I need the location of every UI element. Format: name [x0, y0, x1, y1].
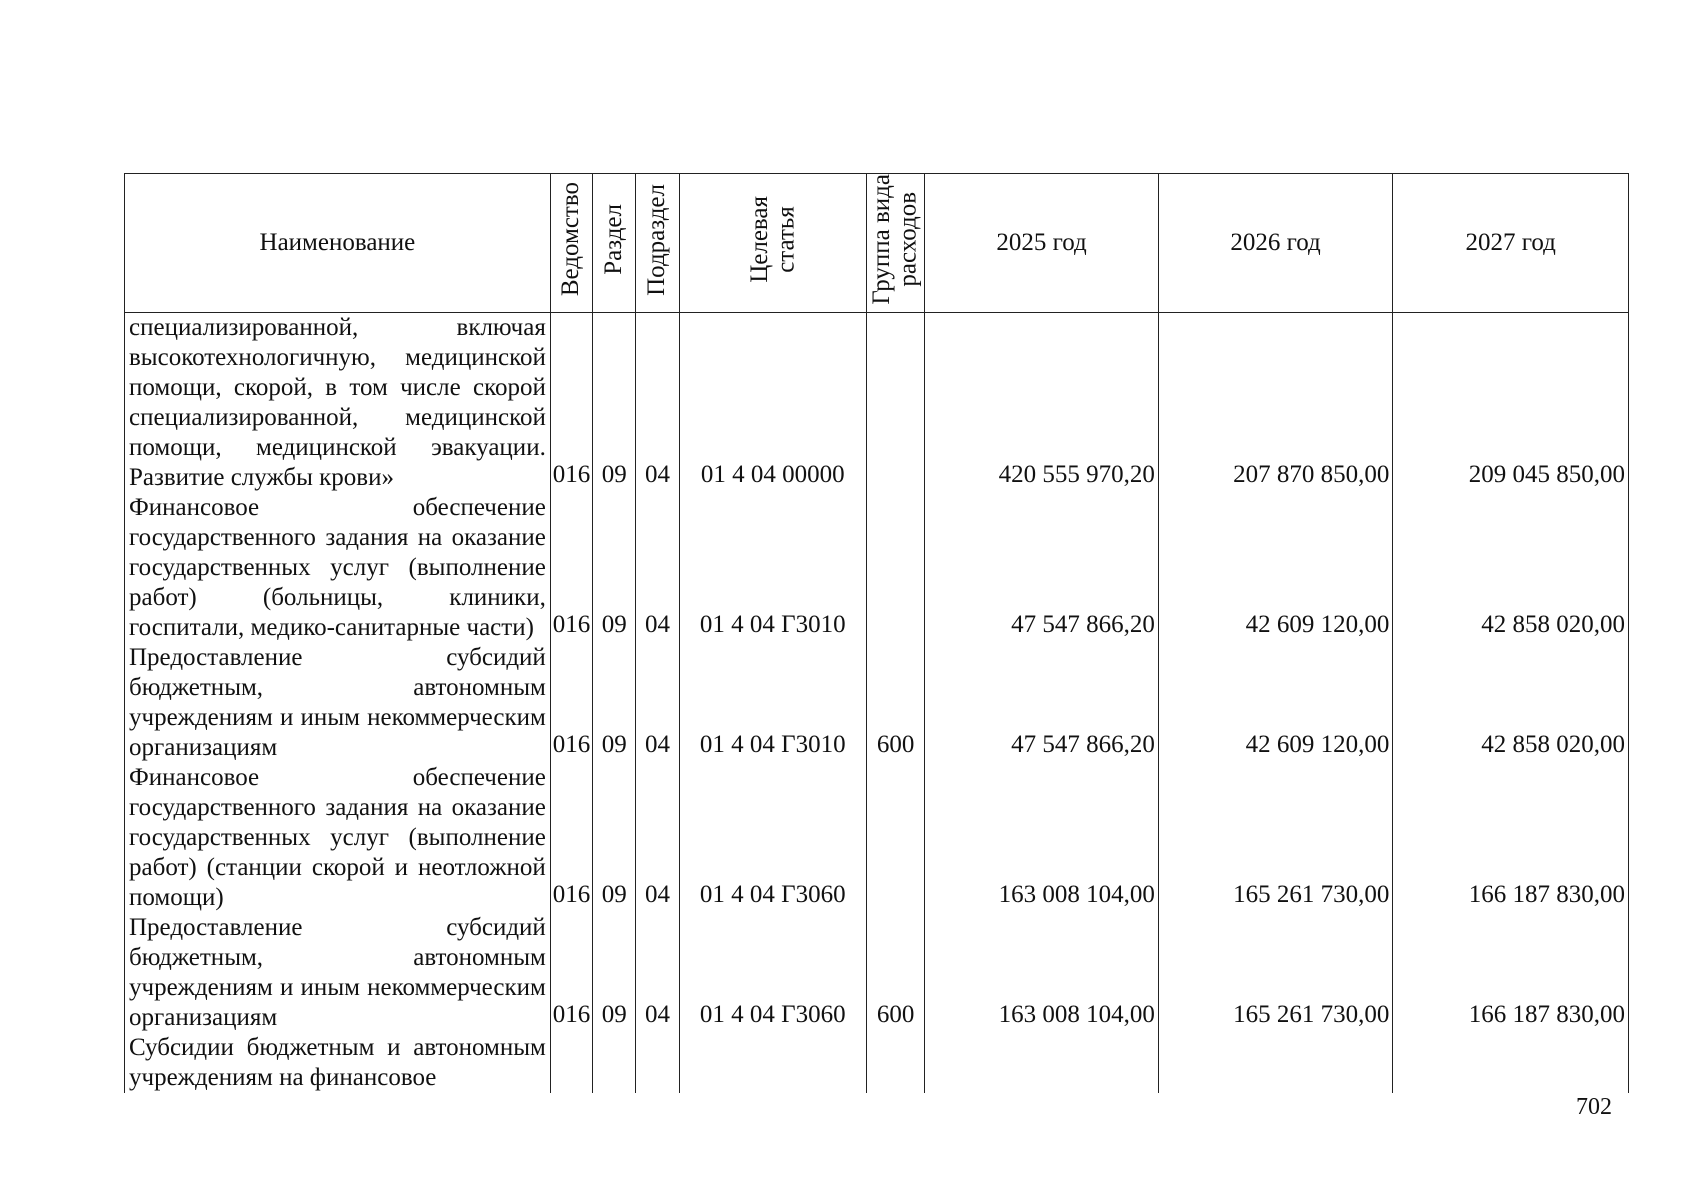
- row-2026: [1158, 913, 1393, 1033]
- row-section: [593, 313, 636, 494]
- row-2025-value: 163 008 104,00: [998, 881, 1155, 908]
- table-body: [125, 313, 1629, 1094]
- row-2026: [1158, 1033, 1393, 1093]
- header-2025-label: 2025 год: [996, 229, 1087, 256]
- row-name: Предоставление субсидий бюджетным, автономным учреждениям и иным некоммерческим организациям: [125, 643, 551, 763]
- row-2027-value: 42 858 020,00: [1481, 611, 1625, 638]
- row-2027-value: 166 187 830,00: [1468, 1001, 1625, 1028]
- row-target-value: 01 4 04 00000: [700, 461, 845, 488]
- row-expense: [866, 763, 924, 913]
- row-expense-value: 600: [876, 731, 915, 758]
- row-target: [679, 913, 866, 1033]
- row-2027: [1393, 913, 1629, 1033]
- row-subsection: [636, 1033, 679, 1093]
- row-2025: [925, 1033, 1159, 1093]
- table-row: [125, 493, 1629, 643]
- row-section: [593, 1033, 636, 1093]
- row-target-value: 01 4 04 Г3060: [699, 881, 846, 908]
- row-2027-value: 209 045 850,00: [1468, 461, 1625, 488]
- header-target: [679, 174, 866, 313]
- row-section-value: 09: [601, 461, 627, 488]
- table-row: [125, 643, 1629, 763]
- table-row: [125, 313, 1629, 494]
- row-expense: [866, 643, 924, 763]
- row-target: [679, 493, 866, 643]
- row-department-value: 016: [552, 611, 591, 638]
- header-section-label: Раздел: [600, 204, 628, 275]
- row-department: [550, 643, 592, 763]
- table-row: [125, 1033, 1629, 1093]
- row-section-value: 09: [601, 611, 627, 638]
- row-section: [593, 913, 636, 1033]
- row-2025: [925, 493, 1159, 643]
- row-name: Финансовое обеспечение государственного задания на оказание государственных услуг (выполнение работ) (больницы, клиники, госпитали, медико-санитарные части): [125, 493, 551, 643]
- header-name-label: Наименование: [259, 229, 416, 256]
- row-subsection: [636, 913, 679, 1033]
- row-2027-value: 166 187 830,00: [1468, 881, 1625, 908]
- row-2026: [1158, 493, 1393, 643]
- header-2026-label: 2026 год: [1230, 229, 1321, 256]
- row-2025-value: 420 555 970,20: [998, 461, 1155, 488]
- row-section-value: 09: [601, 1001, 627, 1028]
- header-expense-label: [869, 174, 922, 305]
- row-2026-value: 42 609 120,00: [1245, 611, 1390, 638]
- row-2027-value: 42 858 020,00: [1481, 731, 1625, 758]
- row-target-value: 01 4 04 Г3010: [699, 611, 846, 638]
- header-section: [593, 174, 636, 313]
- row-2025-value: 47 547 866,20: [1011, 611, 1155, 638]
- row-expense: [866, 313, 924, 494]
- header-target-line2: статья: [771, 206, 799, 273]
- row-2025: [925, 913, 1159, 1033]
- header-department-label: Ведомство: [557, 182, 585, 297]
- row-subsection-value: 04: [645, 881, 671, 908]
- table-row: [125, 763, 1629, 913]
- row-2026: [1158, 763, 1393, 913]
- row-subsection: [636, 763, 679, 913]
- row-department-value: 016: [552, 731, 591, 758]
- row-department: [550, 313, 592, 494]
- header-department: [550, 174, 592, 313]
- row-subsection: [636, 313, 679, 494]
- header-2026: [1158, 174, 1393, 313]
- row-subsection-value: 04: [645, 461, 671, 488]
- row-department: [550, 493, 592, 643]
- row-2025: [925, 763, 1159, 913]
- row-section: [593, 643, 636, 763]
- header-2027: [1393, 174, 1629, 313]
- row-2025: [925, 643, 1159, 763]
- row-subsection-value: 04: [645, 611, 671, 638]
- row-2026-value: 42 609 120,00: [1245, 731, 1390, 758]
- row-target-value: 01 4 04 Г3010: [699, 731, 846, 758]
- row-department-value: 016: [552, 881, 591, 908]
- row-subsection-value: 04: [645, 731, 671, 758]
- row-subsection-value: 04: [645, 1001, 671, 1028]
- row-name: Субсидии бюджетным и автономным учреждениям на финансовое: [125, 1033, 551, 1093]
- row-target: [679, 313, 866, 494]
- row-expense: [866, 1033, 924, 1093]
- row-department-value: 016: [552, 1001, 591, 1028]
- row-subsection: [636, 493, 679, 643]
- header-name: [125, 174, 551, 313]
- header-expense: [866, 174, 924, 313]
- row-target-value: 01 4 04 Г3060: [699, 1001, 846, 1028]
- row-2025-value: 163 008 104,00: [998, 1001, 1155, 1028]
- row-department: [550, 763, 592, 913]
- row-2026: [1158, 313, 1393, 494]
- header-row: [125, 174, 1629, 313]
- row-section-value: 09: [601, 731, 627, 758]
- header-expense-line1: Группа вида: [868, 174, 896, 305]
- header-2027-label: 2027 год: [1465, 229, 1556, 256]
- row-name: Финансовое обеспечение государственного задания на оказание государственных услуг (выполнение работ) (станции скорой и неотложной помощи): [125, 763, 551, 913]
- row-target: [679, 1033, 866, 1093]
- row-2026-value: 165 261 730,00: [1233, 1001, 1390, 1028]
- row-target: [679, 763, 866, 913]
- row-section: [593, 763, 636, 913]
- row-expense: [866, 913, 924, 1033]
- row-name: Предоставление субсидий бюджетным, автономным учреждениям и иным некоммерческим организациям: [125, 913, 551, 1033]
- row-target: [679, 643, 866, 763]
- header-2025: [925, 174, 1159, 313]
- row-2025: [925, 313, 1159, 494]
- row-2027: [1393, 643, 1629, 763]
- header-target-line1: Целевая: [745, 196, 773, 283]
- row-department: [550, 913, 592, 1033]
- row-2027: [1393, 493, 1629, 643]
- header-subsection-label: Подраздел: [643, 183, 671, 296]
- row-subsection: [636, 643, 679, 763]
- row-2025-value: 47 547 866,20: [1011, 731, 1155, 758]
- row-expense: [866, 493, 924, 643]
- row-name: специализированной, включая высокотехнологичную, медицинской помощи, скорой, в том числе скорой специализированной, медицинской помощи, медицинской эвакуации. Развитие службы крови»: [125, 313, 551, 494]
- table-row: [125, 913, 1629, 1033]
- row-2027: [1393, 1033, 1629, 1093]
- row-department: [550, 1033, 592, 1093]
- page-number: 702: [1576, 1094, 1612, 1120]
- row-2027: [1393, 313, 1629, 494]
- row-section: [593, 493, 636, 643]
- row-2026: [1158, 643, 1393, 763]
- header-subsection: [636, 174, 679, 313]
- row-expense-value: 600: [876, 1001, 915, 1028]
- row-2027: [1393, 763, 1629, 913]
- row-2026-value: 207 870 850,00: [1233, 461, 1390, 488]
- header-target-label: [747, 196, 800, 283]
- row-section-value: 09: [601, 881, 627, 908]
- table-header: [125, 174, 1629, 313]
- row-2026-value: 165 261 730,00: [1233, 881, 1390, 908]
- header-expense-line2: расходов: [894, 192, 922, 287]
- row-department-value: 016: [552, 461, 591, 488]
- budget-table: [124, 173, 1629, 1093]
